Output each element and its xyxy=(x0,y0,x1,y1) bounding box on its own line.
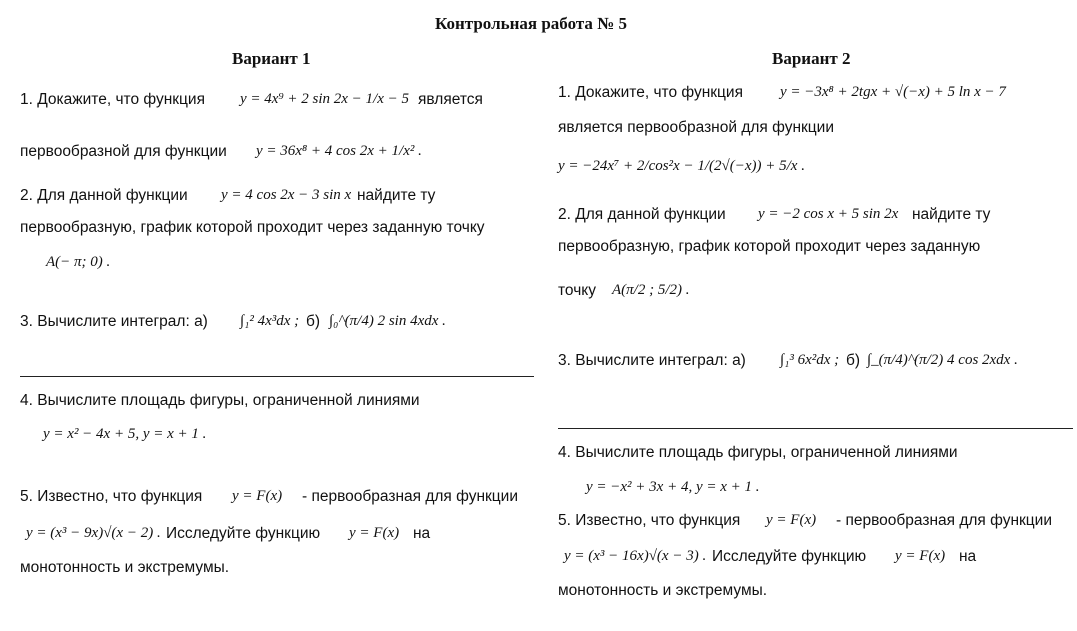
v1-task1-formula: y = 4x⁹ + 2 sin 2x − 1/x − 5 xyxy=(240,91,410,107)
v2-task3-text: 3. Вычислите интеграл: а) xyxy=(558,352,746,369)
v1-task1-text: 1. Докажите, что функция xyxy=(20,91,205,108)
v2-task5-tail: - первообразная для функции xyxy=(836,512,1052,529)
v1-task3-integral-a: ∫₁² 4x³dx ; xyxy=(240,313,300,329)
v1-divider xyxy=(20,376,534,377)
v2-task2-tail: найдите ту xyxy=(912,206,991,223)
v2-task5-formula: y = (x³ − 16x)√(x − 3) . xyxy=(564,548,707,564)
v1-task1-tail: является xyxy=(418,91,483,108)
v2-divider xyxy=(558,428,1073,429)
v2-task3-integral-a: ∫₁³ 6x²dx ; xyxy=(780,352,840,368)
v2-task2-text: 2. Для данной функции xyxy=(558,206,726,223)
v2-task4-text: 4. Вычислите площадь фигуры, ограниченной линиями xyxy=(558,444,958,461)
v1-task2-tail: найдите ту xyxy=(357,187,436,204)
v1-task5-line3: монотонность и экстремумы. xyxy=(20,559,230,576)
v2-task3-mid: б) xyxy=(846,352,861,369)
v1-task2-point: A(− π; 0) . xyxy=(46,254,111,270)
page-title: Контрольная работа № 5 xyxy=(435,14,627,33)
v2-task4-formula: y = −x² + 3x + 4, y = x + 1 . xyxy=(586,479,760,495)
v1-task5-na: на xyxy=(413,525,431,542)
v1-task5-mid: Исследуйте функцию xyxy=(166,525,321,542)
v1-task1-formula2: y = 36x⁸ + 4 cos 2x + 1/x² . xyxy=(256,143,422,159)
v2-task1-line2: является первообразной для функции xyxy=(558,119,834,136)
v1-task3-mid: б) xyxy=(306,313,321,330)
v2-task5-na: на xyxy=(959,548,977,565)
v1-task3-text: 3. Вычислите интеграл: а) xyxy=(20,313,208,330)
v1-task5-text: 5. Известно, что функция xyxy=(20,488,203,505)
v2-task5-text: 5. Известно, что функция xyxy=(558,512,741,529)
v1-task2-line2: первообразную, график которой проходит через заданную точку xyxy=(20,219,485,236)
v2-task5-mid: Исследуйте функцию xyxy=(712,548,867,565)
v2-task2-line3: точку xyxy=(558,282,596,299)
variant2-heading: Вариант 2 xyxy=(772,49,851,68)
v1-task5-formula: y = (x³ − 9x)√(x − 2) . xyxy=(26,525,161,541)
v1-task5-tail: - первообразная для функции xyxy=(302,488,518,505)
v2-task1-formula2: y = −24x⁷ + 2/cos²x − 1/(2√(−x)) + 5/x . xyxy=(558,158,805,174)
v1-task5-f1: y = F(x) xyxy=(232,488,283,504)
v2-task1-formula: y = −3x⁸ + 2tgx + √(−x) + 5 ln x − 7 xyxy=(780,84,1006,100)
v2-task2-line2: первообразную, график которой проходит через заданную xyxy=(558,238,981,255)
v1-task4-formula: y = x² − 4x + 5, y = x + 1 . xyxy=(43,426,207,442)
v1-task2-text: 2. Для данной функции xyxy=(20,187,188,204)
v2-task1-text: 1. Докажите, что функция xyxy=(558,84,743,101)
v1-task2-formula: y = 4 cos 2x − 3 sin x xyxy=(221,187,352,203)
v1-task4-text: 4. Вычислите площадь фигуры, ограниченной линиями xyxy=(20,392,420,409)
v1-task5-f2: y = F(x) xyxy=(349,525,400,541)
v1-task3-integral-b: ∫₀^(π/4) 2 sin 4xdx . xyxy=(329,313,446,329)
v2-task3-integral-b: ∫_(π/4)^(π/2) 4 cos 2xdx . xyxy=(867,352,1018,368)
v2-task2-point: A(π/2 ; 5/2) . xyxy=(612,282,690,298)
v2-task2-formula: y = −2 cos x + 5 sin 2x xyxy=(758,206,899,222)
v2-task5-f2: y = F(x) xyxy=(895,548,946,564)
variant1-heading: Вариант 1 xyxy=(232,49,311,68)
v1-task1-line2: первообразной для функции xyxy=(20,143,227,160)
v2-task5-line3: монотонность и экстремумы. xyxy=(558,582,768,599)
v2-task5-f1: y = F(x) xyxy=(766,512,817,528)
